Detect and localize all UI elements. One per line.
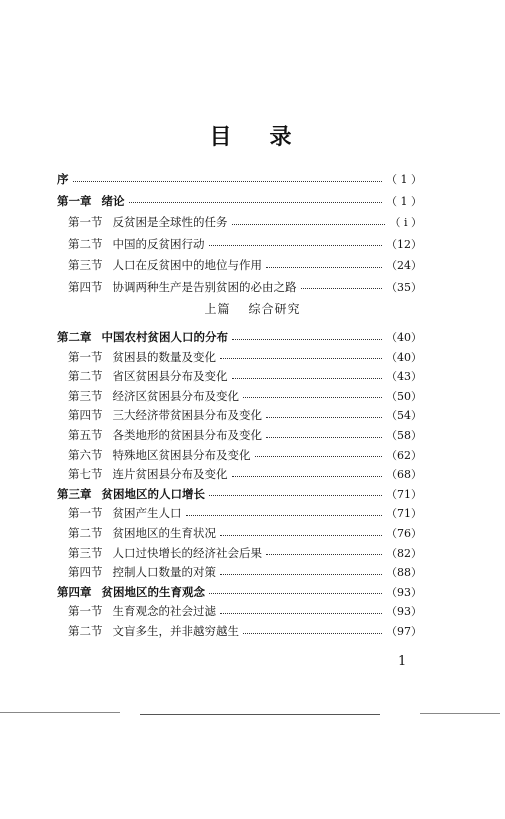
toc-entry-page: （82） [386,546,422,560]
toc-section-entry [68,407,422,423]
toc-entry-number: 第四节 [68,408,103,423]
toc-section-entry [68,623,422,639]
toc-entry-title: 连片贫困县分布及变化 [112,467,228,482]
toc-entry-title: 反贫困是全球性的任务 [112,215,228,229]
toc-entry-page: （93） [386,605,422,619]
leader-dots [220,535,382,536]
page-number: 1 [398,654,407,669]
toc-section-entry [68,447,422,463]
toc-entry-title: 序 [57,172,69,186]
toc-entry-page: （24） [386,259,422,272]
toc-entry-title: 经济区贫困县分布及变化 [112,388,239,403]
page-title [0,120,505,151]
toc-section-entry [68,525,422,541]
toc-entry-page: （71） [386,487,422,501]
leader-dots [220,358,382,359]
toc-entry-title: 贫困地区的人口增长 [101,486,205,501]
part-label: 上篇 [204,302,231,316]
leader-dots [232,339,382,340]
toc-section-entry [68,466,422,482]
toc-section-entry [68,236,422,252]
toc-entry-page: （76） [386,527,422,540]
toc-entry-title: 贫困地区的生育状况 [112,526,216,540]
toc-entry-number: 第一节 [68,506,103,521]
toc-entry-number: 第三章 [57,486,92,501]
toc-entry-title: 贫困地区的生育观念 [101,584,205,599]
toc-section-entry [68,564,422,580]
leader-dots [220,613,382,614]
toc-entry-page: （40） [386,331,422,344]
toc-chapter-entry [57,486,422,502]
toc-entry-title: 三大经济带贫困县分布及变化 [112,408,262,423]
leader-dots [266,417,382,418]
toc-entry-title: 协调两种生产是告别贫困的必由之路 [112,279,297,294]
toc-entry-title: 贫困产生人口 [112,506,182,521]
toc-entry-title: 文盲多生，并非越穷越生 [112,624,239,638]
toc-chapter-entry [57,171,422,187]
toc-entry-number: 第六节 [68,447,103,462]
toc-entry-number: 第四节 [68,565,103,580]
leader-dots [243,397,382,398]
toc-entry-number: 第四节 [68,279,103,294]
toc-entry-number: 第一节 [68,349,103,364]
toc-entry-number: 第二节 [68,236,103,251]
toc-entry-page: （58） [386,429,422,442]
toc-entry-title: 中国农村贫困人口的分布 [101,330,228,344]
toc-entry-title: 各类地形的贫困县分布及变化 [112,428,262,442]
toc-entry-title: 人口过快增长的经济社会后果 [112,545,262,560]
scan-edge-line [140,714,380,715]
toc-section-entry [68,257,422,273]
toc-entry-number: 第三节 [68,258,103,272]
leader-dots [73,181,383,182]
toc-section-entry [68,279,422,295]
toc-entry-number: 第一节 [68,604,103,619]
toc-entry-page: （62） [386,448,422,462]
toc-entry-number: 第五节 [68,428,103,442]
part-title: 综合研究 [248,302,301,316]
leader-dots [266,437,382,438]
leader-dots [129,202,383,203]
toc-entry-page: （ 1 ） [386,194,422,208]
part-heading [0,300,505,317]
toc-section-entry [68,603,422,619]
toc-entry-title: 控制人口数量的对策 [112,565,216,580]
toc-chapter-entry [57,329,422,345]
title-left: 目 [209,125,236,150]
toc-section-entry [68,368,422,384]
toc-section-entry [68,545,422,561]
leader-dots [232,378,383,379]
toc-entry-page: （93） [386,585,422,599]
toc-entry-title: 人口在反贫困中的地位与作用 [112,258,262,272]
leader-dots [209,245,383,246]
leader-dots [301,288,383,289]
toc-entry-number: 第一章 [57,193,92,208]
leader-dots [232,476,383,477]
leader-dots [255,456,383,457]
toc-entry-number: 第二章 [57,330,92,344]
toc-entry-page: （88） [386,566,422,580]
toc-entry-page: （40） [386,350,422,364]
toc-chapter-entry [57,193,422,209]
toc-entry-page: （ i ） [389,216,422,229]
leader-dots [266,554,382,555]
toc-entry-page: （97） [386,625,422,638]
toc-entry-title: 绪论 [101,193,125,208]
toc-entry-page: （43） [386,370,422,384]
toc-entry-page: （68） [386,468,422,482]
toc-entry-title: 省区贫困县分布及变化 [112,369,228,384]
toc-section-entry [68,214,422,230]
toc-entry-number: 第二节 [68,526,103,540]
toc-entry-number: 第二节 [68,624,103,638]
toc-section-entry [68,388,422,404]
leader-dots [243,633,382,634]
scan-edge-line [0,712,120,713]
toc-entry-number: 第四章 [57,584,92,599]
toc-entry-title: 中国的反贫困行动 [112,236,205,251]
toc-section-entry [68,427,422,443]
leader-dots [186,515,383,516]
toc-entry-title: 贫困县的数量及变化 [112,349,216,364]
title-right: 录 [269,125,296,150]
toc-entry-number: 第三节 [68,545,103,560]
toc-entry-page: （35） [386,280,422,294]
leader-dots [232,224,386,225]
toc-entry-number: 第三节 [68,388,103,403]
leader-dots [209,495,382,496]
toc-entry-title: 生育观念的社会过滤 [112,604,216,619]
toc-chapter-entry [57,584,422,600]
scan-edge-line [420,713,500,714]
toc-entry-page: （50） [386,389,422,403]
toc-entry-page: （71） [386,507,422,521]
toc-entry-page: （54） [386,409,422,423]
toc-entry-page: （12） [386,237,422,251]
leader-dots [266,267,382,268]
toc-entry-page: （ 1 ） [386,173,422,186]
toc-section-entry [68,505,422,521]
leader-dots [220,574,382,575]
toc-entry-number: 第二节 [68,369,103,384]
toc-entry-number: 第七节 [68,467,103,482]
toc-entry-title: 特殊地区贫困县分布及变化 [112,447,251,462]
toc-entry-number: 第一节 [68,215,103,229]
leader-dots [209,593,382,594]
toc-section-entry [68,349,422,365]
